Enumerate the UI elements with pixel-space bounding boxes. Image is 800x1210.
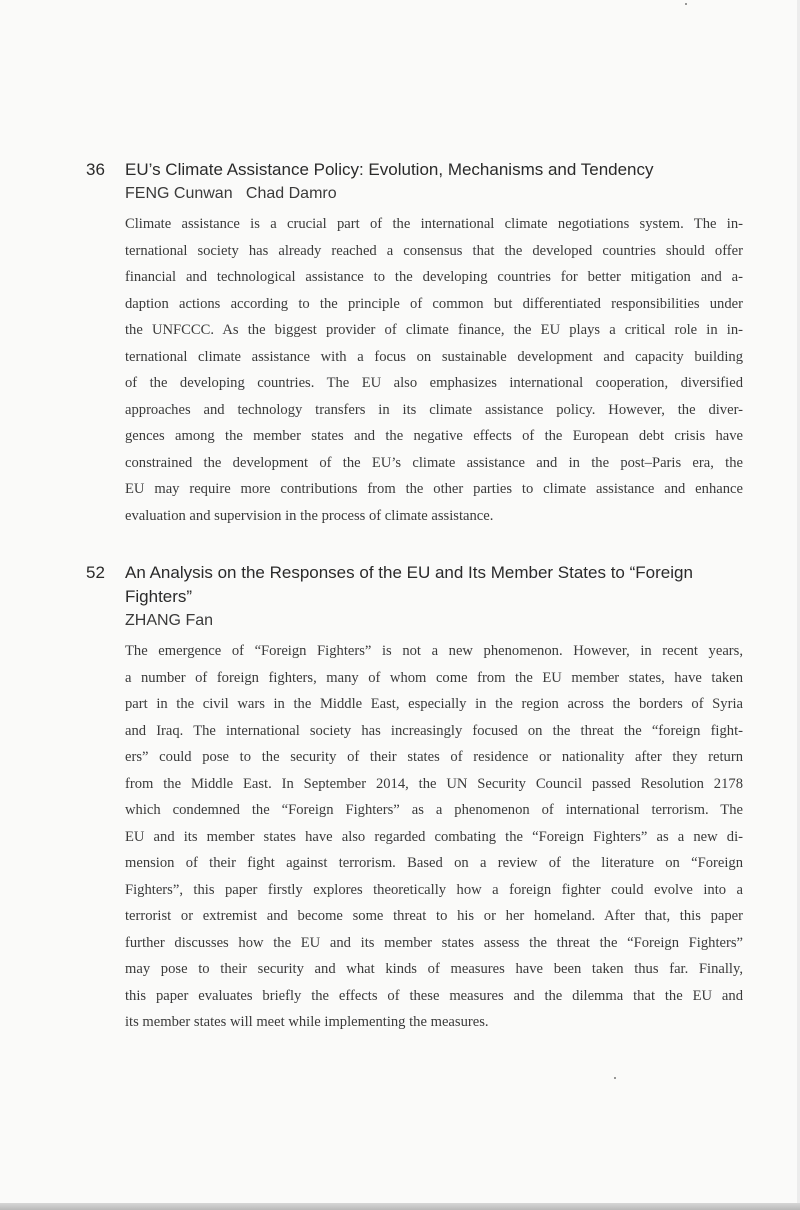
abstract-line: part in the civil wars in the Middle East, especially in the region across the borders of Syria <box>125 696 743 712</box>
article-title-line: Fighters” <box>125 587 193 606</box>
abstract-line: EU and its member states have also regarded combating the “Foreign Fighters” as a new di- <box>125 828 743 845</box>
abstract-line: gences among the member states and the negative effects of the European debt crisis have <box>125 428 743 444</box>
abstract-line: The emergence of “Foreign Fighters” is not a new phenomenon. However, in recent years, <box>125 643 743 659</box>
abstract-entry <box>86 561 746 1036</box>
abstract-line: its member states will meet while implementing the measures. <box>125 1014 489 1030</box>
page-number: 36 <box>86 160 105 179</box>
page-bottom-edge <box>0 1203 800 1210</box>
abstract-line: constrained the development of the EU’s climate assistance and in the post–Paris era, the <box>125 454 743 471</box>
abstract-line: from the Middle East. In September 2014, the UN Security Council passed Resolution 2178 <box>125 775 743 792</box>
article-authors: FENG Cunwan Chad Damro <box>125 185 337 202</box>
abstract-line: this paper evaluates briefly the effects of these measures and the dilemma that the EU and <box>125 987 743 1004</box>
abstract-line: which condemned the “Foreign Fighters” as a phenomenon of international terrorism. The <box>125 802 743 818</box>
abstract-line: ternational society has already reached a consensus that the developed countries should offer <box>125 242 743 259</box>
article-abstract <box>125 638 743 1036</box>
abstract-line: approaches and technology transfers in its climate assistance policy. However, the diver- <box>125 401 743 418</box>
abstract-line: EU may require more contributions from the other parties to climate assistance and enhance <box>125 481 743 497</box>
entry-heading <box>86 561 746 609</box>
abstract-line: and Iraq. The international society has increasingly focused on the threat the “foreign fight- <box>125 722 743 739</box>
abstract-line: a number of foreign fighters, many of whom come from the EU member states, have taken <box>125 669 743 686</box>
abstract-line: Fighters”, this paper firstly explores theoretically how a foreign fighter could evolve into a <box>125 881 743 898</box>
scan-speck <box>685 3 687 5</box>
article-title <box>125 561 693 609</box>
abstract-line: the UNFCCC. As the biggest provider of climate finance, the EU plays a critical role in in- <box>125 322 743 338</box>
abstract-line: ternational climate assistance with a focus on sustainable development and capacity building <box>125 348 743 365</box>
abstract-line: further discusses how the EU and its member states assess the threat the “Foreign Fighters” <box>125 934 743 951</box>
abstract-line: evaluation and supervision in the process of climate assistance. <box>125 507 494 524</box>
abstract-line: mension of their fight against terrorism. Based on a review of the literature on “Foreign <box>125 855 743 871</box>
abstract-line: ers” could pose to the security of their states of residence or nationality after they return <box>125 749 743 765</box>
scan-speck <box>614 1077 616 1079</box>
entry-heading <box>86 158 746 182</box>
abstract-line: of the developing countries. The EU also emphasizes international cooperation, diversified <box>125 375 743 391</box>
article-title-line: An Analysis on the Responses of the EU and Its Member States to “Foreign <box>125 563 693 582</box>
abstract-line: daption actions according to the principle of common but differentiated responsibilities under <box>125 295 743 312</box>
abstract-entry <box>86 158 746 529</box>
abstract-line: may pose to their security and what kinds of measures have been taken thus far. Finally, <box>125 961 743 977</box>
abstract-line: financial and technological assistance to the developing countries for better mitigation and a- <box>125 269 743 285</box>
article-title: EU’s Climate Assistance Policy: Evolution, Mechanisms and Tendency <box>125 160 654 179</box>
page-number: 52 <box>86 563 105 582</box>
article-abstract <box>125 211 743 529</box>
abstract-line: terrorist or extremist and become some threat to his or her homeland. After that, this paper <box>125 908 743 924</box>
abstract-line: Climate assistance is a crucial part of the international climate negotiations system. The in- <box>125 216 743 232</box>
article-authors: ZHANG Fan <box>125 612 214 629</box>
